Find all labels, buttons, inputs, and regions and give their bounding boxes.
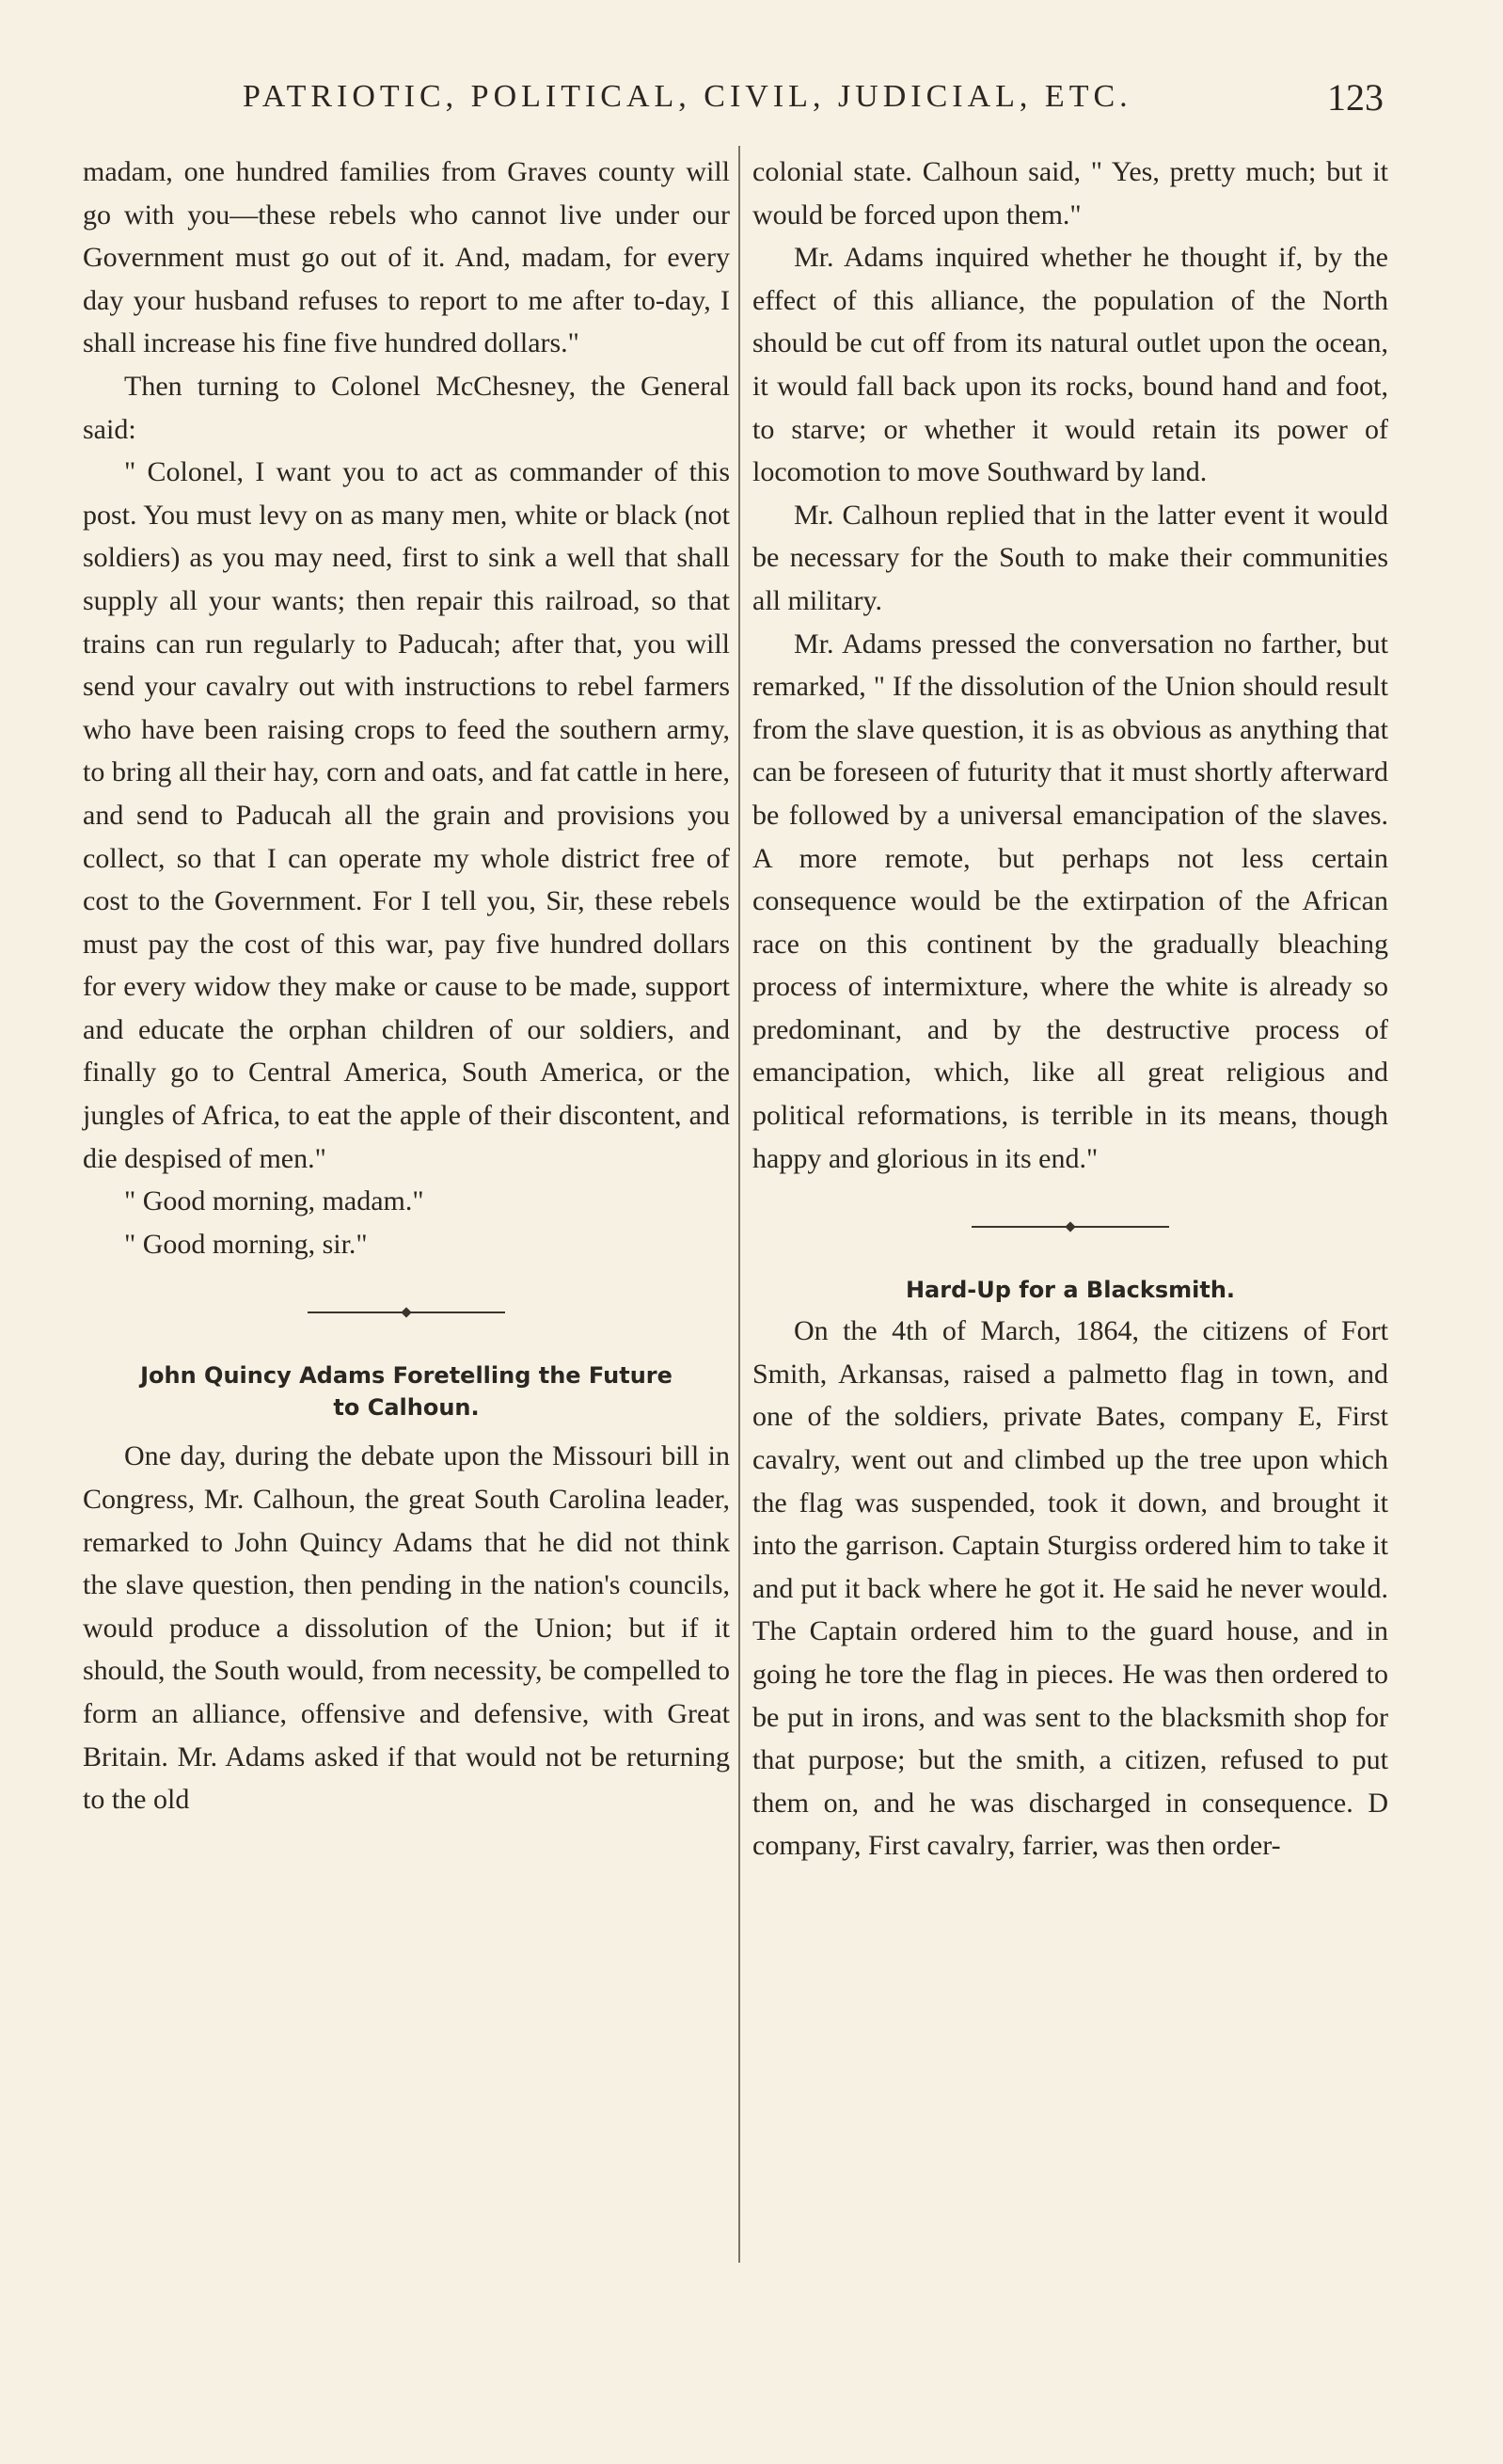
column-divider bbox=[738, 146, 740, 2263]
section-title-line: to Calhoun. bbox=[333, 1394, 480, 1422]
right-column bbox=[752, 151, 1388, 1868]
paragraph: Mr. Adams pressed the conversation no farther, but remarked, " If the dissolution of the Union should result from the slave question, it is as obvious as anything that can be foreseen of futurity that it must shortly afterward be followed by a universal emancipation of the slaves. A more remote, but perhaps not less certain consequence would be the extirpation of the African race on this continent by the gradually bleaching process of intermixture, where the white is already so predominant, and by the destructive process of emancipation, which, like all great religious and political reformations, is terrible in its means, though happy and glorious in its end." bbox=[752, 628, 1388, 1174]
paragraph: " Good morning, sir." bbox=[124, 1228, 368, 1260]
paragraph: colonial state. Calhoun said, " Yes, pretty much; but it would be forced upon them." bbox=[752, 156, 1388, 231]
section-title bbox=[83, 1359, 730, 1423]
paragraph: madam, one hundred families from Graves county will go with you—these rebels who cannot live under our Government must go out of it. And, madam, for every day your husband refuses to report to me after to-day, I shall increase his fine five hundred dollars." bbox=[83, 156, 730, 359]
paragraph: Mr. Adams inquired whether he thought if, by the effect of this alliance, the population of the North should be cut off from its natural outlet upon the ocean, it would fall back upon its rocks, bound hand and foot, to starve; or whether it would retain its power of locomotion to move Southward by land. bbox=[752, 242, 1388, 488]
paragraph: Mr. Calhoun replied that in the latter event it would be necessary for the South to make their communities all military. bbox=[752, 499, 1388, 616]
paragraph: " Good morning, madam." bbox=[124, 1185, 424, 1217]
left-column bbox=[83, 151, 730, 1821]
paragraph: One day, during the debate upon the Missouri bill in Congress, Mr. Calhoun, the great South Carolina leader, remarked to John Quincy Adams that he did not think the slave question, then pending in the nation's councils, would produce a dissolution of the Union; but if it should, the South would, from necessity, be compelled to form an alliance, offensive and defensive, with Great Britain. Mr. Adams asked if that would not be returning to the old bbox=[83, 1440, 730, 1816]
page-header bbox=[0, 76, 1503, 135]
running-head: PATRIOTIC, POLITICAL, CIVIL, JUDICIAL, ETC. bbox=[243, 79, 1132, 114]
page-number: 123 bbox=[1327, 76, 1384, 119]
section-title-line: John Quincy Adams Foretelling the Future bbox=[140, 1362, 672, 1390]
paragraph: On the 4th of March, 1864, the citizens of Fort Smith, Arkansas, raised a palmetto flag in town, and one of the soldiers, private Bates, company E, First cavalry, went out and climbed up the tree upon which the flag was suspended, took it down, and brought it into the garrison. Captain Sturgiss ordered him to take it and put it back where he got it. He said he never would. The Captain ordered him to the guard house, and in going he tore the flag in pieces. He was then ordered to be put in irons, and was sent to the blacksmith shop for that purpose; but the smith, a citizen, refused to put them on, and he was discharged in consequence. D company, First cavalry, farrier, was then order- bbox=[752, 1315, 1388, 1862]
section-ornament bbox=[83, 1265, 730, 1359]
paragraph: Then turning to Colonel McChesney, the General said: bbox=[83, 370, 730, 445]
section-title: Hard-Up for a Blacksmith. bbox=[905, 1277, 1236, 1304]
paragraph: " Colonel, I want you to act as commander of this post. You must levy on as many men, white or black (not soldiers) as you may need, first to sink a well that shall supply all your wants; then repair this railroad, so that trains can run regularly to Paducah; after that, you will send your cavalry out with instructions to rebel farmers who have been raising crops to feed the southern army, to bring all their hay, corn and oats, and fat cattle in here, and send to Paducah all the grain and provisions you collect, so that I can operate my whole district free of cost to the Government. For I tell you, Sir, these rebels must pay the cost of this war, pay five hundred dollars for every widow they make or cause to be made, support and educate the orphan children of our soldiers, and finally go to Central America, South America, or the jungles of Africa, to eat the apple of their discontent, and die despised of men." bbox=[83, 456, 730, 1174]
section-ornament bbox=[752, 1180, 1388, 1274]
